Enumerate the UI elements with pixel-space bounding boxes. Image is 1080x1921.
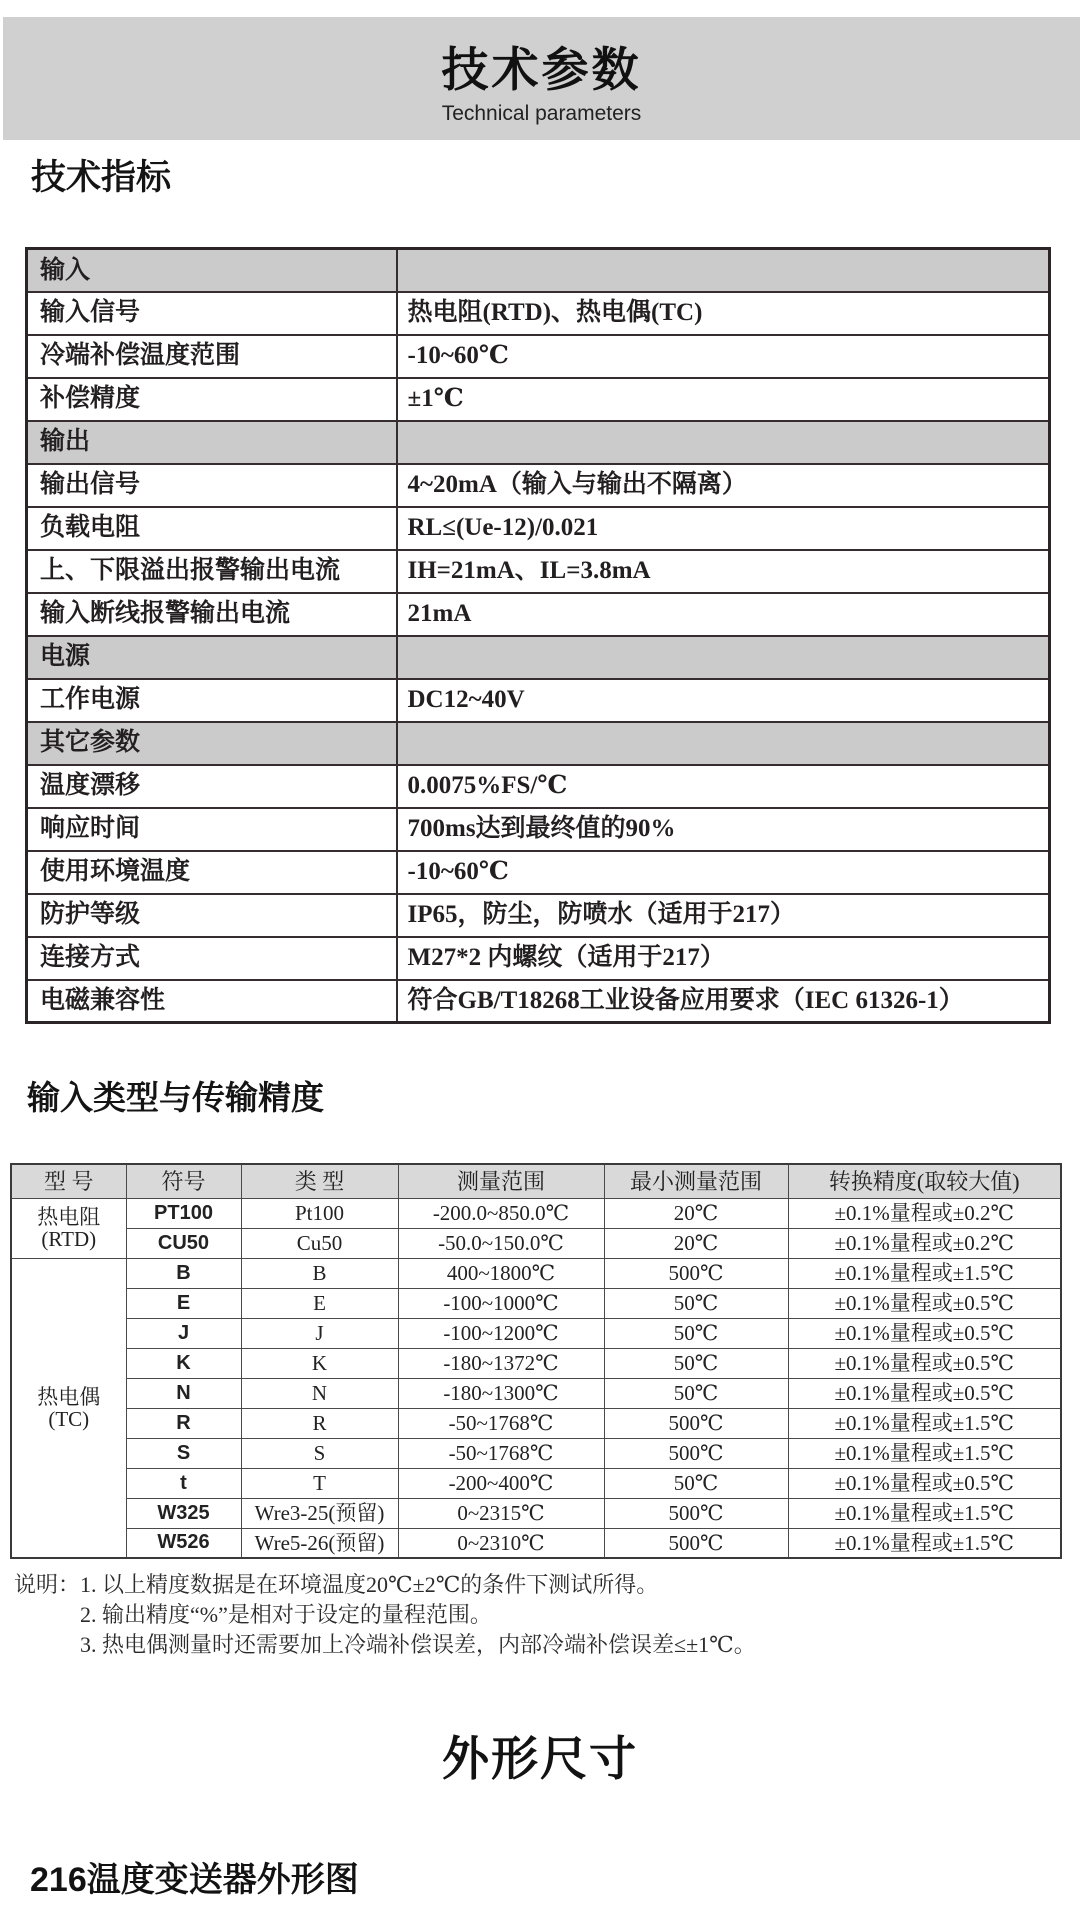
model-cell: 热电阻 (RTD): [11, 1198, 126, 1258]
spec-value-cell: DC12~40V: [397, 679, 1050, 722]
input-table-header-cell: 类 型: [241, 1164, 398, 1198]
kind-cell: T: [241, 1468, 398, 1498]
input-table-row: [11, 1408, 1061, 1438]
kind-cell: S: [241, 1438, 398, 1468]
input-table-row: [11, 1468, 1061, 1498]
spec-value-cell: M27*2 内螺纹（适用于217）: [397, 937, 1050, 980]
input-table-row: [11, 1348, 1061, 1378]
spec-label-cell: 电磁兼容性: [27, 980, 397, 1023]
min-range-cell: 50℃: [604, 1468, 788, 1498]
kind-cell: R: [241, 1408, 398, 1438]
spec-value-cell: [397, 636, 1050, 679]
spec-value-cell: ±1℃: [397, 378, 1050, 421]
spec-label-cell: 上、下限溢出报警输出电流: [27, 550, 397, 593]
spec-label-cell: 输出: [27, 421, 397, 464]
kind-cell: J: [241, 1318, 398, 1348]
accuracy-cell: ±0.1%量程或±0.2℃: [788, 1228, 1061, 1258]
notes-prefix: 说明：: [14, 1572, 81, 1597]
symbol-cell: N: [126, 1378, 241, 1408]
min-range-cell: 20℃: [604, 1228, 788, 1258]
spec-label-cell: 输入信号: [27, 292, 397, 335]
input-table-header-cell: 测量范围: [398, 1164, 604, 1198]
spec-value-cell: IH=21mA、IL=3.8mA: [397, 550, 1050, 593]
min-range-cell: 50℃: [604, 1378, 788, 1408]
range-cell: -50~1768℃: [398, 1438, 604, 1468]
kind-cell: E: [241, 1288, 398, 1318]
range-cell: 0~2315℃: [398, 1498, 604, 1528]
range-cell: -100~1000℃: [398, 1288, 604, 1318]
accuracy-cell: ±0.1%量程或±0.5℃: [788, 1378, 1061, 1408]
kind-cell: Pt100: [241, 1198, 398, 1228]
range-cell: -180~1372℃: [398, 1348, 604, 1378]
spec-label-cell: 输入: [27, 249, 397, 292]
spec-section-row: [27, 636, 1050, 679]
spec-label-cell: 冷端补偿温度范围: [27, 335, 397, 378]
min-range-cell: 500℃: [604, 1408, 788, 1438]
spec-value-cell: IP65，防尘，防喷水（适用于217）: [397, 894, 1050, 937]
spec-label-cell: 温度漂移: [27, 765, 397, 808]
accuracy-cell: ±0.1%量程或±1.5℃: [788, 1438, 1061, 1468]
accuracy-cell: ±0.1%量程或±0.5℃: [788, 1318, 1061, 1348]
input-table-header-cell: 型 号: [11, 1164, 126, 1198]
section-heading-tech-specs: 技术指标: [31, 158, 172, 197]
accuracy-cell: ±0.1%量程或±0.5℃: [788, 1288, 1061, 1318]
symbol-cell: B: [126, 1258, 241, 1288]
accuracy-cell: ±0.1%量程或±1.5℃: [788, 1408, 1061, 1438]
range-cell: -100~1200℃: [398, 1318, 604, 1348]
spec-data-row: [27, 808, 1050, 851]
spec-label-cell: 输入断线报警输出电流: [27, 593, 397, 636]
symbol-cell: W526: [126, 1528, 241, 1558]
spec-value-cell: RL≤(Ue-12)/0.021: [397, 507, 1050, 550]
symbol-cell: t: [126, 1468, 241, 1498]
spec-value-cell: 4~20mA（输入与输出不隔离）: [397, 464, 1050, 507]
input-table-row: [11, 1228, 1061, 1258]
accuracy-cell: ±0.1%量程或±0.2℃: [788, 1198, 1061, 1228]
accuracy-cell: ±0.1%量程或±1.5℃: [788, 1258, 1061, 1288]
model-cell: 热电偶 (TC): [11, 1258, 126, 1558]
spec-data-row: [27, 851, 1050, 894]
input-table-row: [11, 1528, 1061, 1558]
input-table-header-cell: 转换精度(取较大值): [788, 1164, 1061, 1198]
input-table-row: [11, 1378, 1061, 1408]
min-range-cell: 500℃: [604, 1438, 788, 1468]
technical-specs-table: [25, 247, 1051, 1024]
symbol-cell: R: [126, 1408, 241, 1438]
spec-data-row: [27, 894, 1050, 937]
symbol-cell: S: [126, 1438, 241, 1468]
range-cell: -200~400℃: [398, 1468, 604, 1498]
accuracy-cell: ±0.1%量程或±0.5℃: [788, 1348, 1061, 1378]
symbol-cell: E: [126, 1288, 241, 1318]
kind-cell: Wre5-26(预留): [241, 1528, 398, 1558]
spec-value-cell: -10~60℃: [397, 851, 1050, 894]
kind-cell: N: [241, 1378, 398, 1408]
spec-label-cell: 负载电阻: [27, 507, 397, 550]
spec-data-row: [27, 765, 1050, 808]
input-table-header-cell: 最小测量范围: [604, 1164, 788, 1198]
input-table-row: [11, 1438, 1061, 1468]
accuracy-cell: ±0.1%量程或±1.5℃: [788, 1498, 1061, 1528]
symbol-cell: PT100: [126, 1198, 241, 1228]
spec-data-row: [27, 464, 1050, 507]
range-cell: 0~2310℃: [398, 1528, 604, 1558]
spec-data-row: [27, 980, 1050, 1023]
input-table-row: [11, 1198, 1061, 1228]
min-range-cell: 500℃: [604, 1258, 788, 1288]
symbol-cell: J: [126, 1318, 241, 1348]
input-table-row: [11, 1258, 1061, 1288]
min-range-cell: 50℃: [604, 1318, 788, 1348]
kind-cell: Wre3-25(预留): [241, 1498, 398, 1528]
range-cell: -200.0~850.0℃: [398, 1198, 604, 1228]
accuracy-cell: ±0.1%量程或±0.5℃: [788, 1468, 1061, 1498]
section-heading-216-outline: 216温度变送器外形图: [30, 1861, 359, 1899]
spec-section-row: [27, 722, 1050, 765]
min-range-cell: 500℃: [604, 1498, 788, 1528]
kind-cell: B: [241, 1258, 398, 1288]
range-cell: -50~1768℃: [398, 1408, 604, 1438]
range-cell: 400~1800℃: [398, 1258, 604, 1288]
spec-data-row: [27, 292, 1050, 335]
page-title: 技术参数: [441, 43, 642, 96]
section-heading-dimensions: 外形尺寸: [442, 1732, 638, 1785]
spec-label-cell: 输出信号: [27, 464, 397, 507]
note-line: 3. 热电偶测量时还需要加上冷端补偿误差，内部冷端补偿误差≤±1℃。: [80, 1632, 756, 1657]
symbol-cell: K: [126, 1348, 241, 1378]
min-range-cell: 500℃: [604, 1528, 788, 1558]
spec-label-cell: 响应时间: [27, 808, 397, 851]
spec-data-row: [27, 378, 1050, 421]
input-table-row: [11, 1498, 1061, 1528]
page-subtitle: Technical parameters: [441, 102, 642, 125]
spec-label-cell: 使用环境温度: [27, 851, 397, 894]
note-line: 2. 输出精度“%”是相对于设定的量程范围。: [80, 1602, 492, 1627]
spec-value-cell: 700ms达到最终值的90%: [397, 808, 1050, 851]
spec-value-cell: [397, 249, 1050, 292]
spec-data-row: [27, 507, 1050, 550]
notes-block: [14, 1570, 756, 1660]
spec-section-row: [27, 421, 1050, 464]
accuracy-cell: ±0.1%量程或±1.5℃: [788, 1528, 1061, 1558]
input-table-header-row: [11, 1164, 1061, 1198]
spec-value-cell: 符合GB/T18268工业设备应用要求（IEC 61326-1）: [397, 980, 1050, 1023]
spec-data-row: [27, 593, 1050, 636]
min-range-cell: 50℃: [604, 1348, 788, 1378]
notes-items: [80, 1570, 756, 1660]
section-heading-input-types: 输入类型与传输精度: [27, 1079, 324, 1116]
symbol-cell: CU50: [126, 1228, 241, 1258]
spec-label-cell: 其它参数: [27, 722, 397, 765]
spec-value-cell: 21mA: [397, 593, 1050, 636]
input-table-header-cell: 符号: [126, 1164, 241, 1198]
input-table-row: [11, 1318, 1061, 1348]
min-range-cell: 50℃: [604, 1288, 788, 1318]
kind-cell: K: [241, 1348, 398, 1378]
spec-value-cell: 热电阻(RTD)、热电偶(TC): [397, 292, 1050, 335]
spec-value-cell: [397, 722, 1050, 765]
spec-data-row: [27, 679, 1050, 722]
kind-cell: Cu50: [241, 1228, 398, 1258]
spec-section-row: [27, 249, 1050, 292]
spec-data-row: [27, 335, 1050, 378]
note-line: 1. 以上精度数据是在环境温度20℃±2℃的条件下测试所得。: [80, 1572, 659, 1597]
spec-label-cell: 连接方式: [27, 937, 397, 980]
spec-label-cell: 电源: [27, 636, 397, 679]
input-table-row: [11, 1288, 1061, 1318]
spec-value-cell: -10~60℃: [397, 335, 1050, 378]
header-banner: [3, 17, 1080, 140]
spec-value-cell: 0.0075%FS/℃: [397, 765, 1050, 808]
range-cell: -50.0~150.0℃: [398, 1228, 604, 1258]
spec-data-row: [27, 550, 1050, 593]
min-range-cell: 20℃: [604, 1198, 788, 1228]
symbol-cell: W325: [126, 1498, 241, 1528]
spec-label-cell: 防护等级: [27, 894, 397, 937]
input-type-accuracy-table: [10, 1163, 1062, 1559]
range-cell: -180~1300℃: [398, 1378, 604, 1408]
spec-label-cell: 工作电源: [27, 679, 397, 722]
spec-data-row: [27, 937, 1050, 980]
spec-label-cell: 补偿精度: [27, 378, 397, 421]
spec-value-cell: [397, 421, 1050, 464]
